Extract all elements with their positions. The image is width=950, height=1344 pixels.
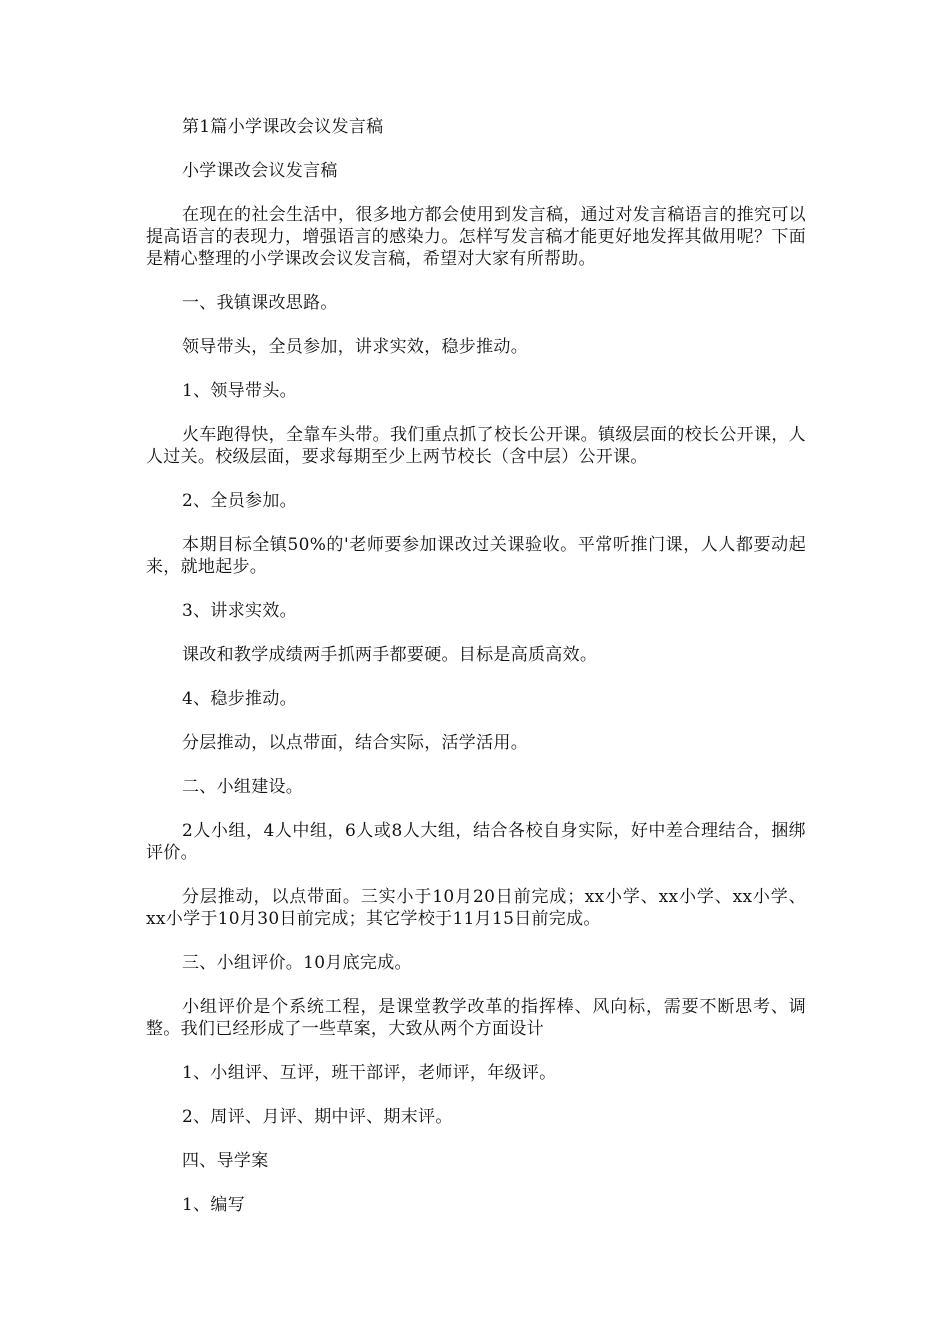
document-title: 第1篇小学课改会议发言稿 (182, 117, 384, 137)
list-item: 1、小组评、互评，班干部评，老师评，年级评。 (182, 1063, 557, 1083)
subheading: 2、全员参加。 (182, 491, 297, 511)
paragraph: 本期目标全镇50%的'老师要参加课改过关课验收。平常听推门课，人人都要动起来，就地起步。 (146, 535, 806, 577)
paragraph: 分层推动，以点带面。三实小于10月20日前完成；xx小学、xx小学、xx小学、xx小学于10月30日前完成；其它学校于11月15日前完成。 (146, 887, 806, 929)
paragraph-intro: 在现在的社会生活中，很多地方都会使用到发言稿，通过对发言稿语言的推究可以提高语言的表现力，增强语言的感染力。怎样写发言稿才能更好地发挥其做用呢？下面是精心整理的小学课改会议发言稿，希望对大家有所帮助。 (146, 205, 806, 269)
heading-section-1: 一、我镇课改思路。 (182, 293, 338, 313)
heading-section-4: 四、导学案 (182, 1151, 269, 1171)
paragraph: 小组评价是个系统工程，是课堂教学改革的指挥棒、风向标，需要不断思考、调整。我们已经形成了一些草案，大致从两个方面设计 (146, 997, 806, 1039)
list-item: 2、周评、月评、期中评、期末评。 (182, 1107, 453, 1127)
paragraph: 火车跑得快，全靠车头带。我们重点抓了校长公开课。镇级层面的校长公开课，人人过关。校级层面，要求每期至少上两节校长（含中层）公开课。 (146, 425, 806, 467)
paragraph: 课改和教学成绩两手抓两手都要硬。目标是高质高效。 (182, 645, 598, 665)
subheading: 1、领导带头。 (182, 381, 297, 401)
document-subtitle: 小学课改会议发言稿 (182, 161, 338, 181)
paragraph: 领导带头，全员参加，讲求实效，稳步推动。 (182, 337, 528, 357)
subheading: 1、编写 (182, 1195, 246, 1215)
paragraph: 分层推动，以点带面，结合实际，活学活用。 (182, 733, 528, 753)
subheading: 4、稳步推动。 (182, 689, 297, 709)
heading-section-2: 二、小组建设。 (182, 777, 304, 797)
document-body (146, 116, 806, 1238)
paragraph: 2人小组，4人中组，6人或8人大组，结合各校自身实际，好中差合理结合，捆绑评价。 (146, 821, 806, 863)
heading-section-3: 三、小组评价。10月底完成。 (182, 953, 412, 973)
subheading: 3、讲求实效。 (182, 601, 297, 621)
